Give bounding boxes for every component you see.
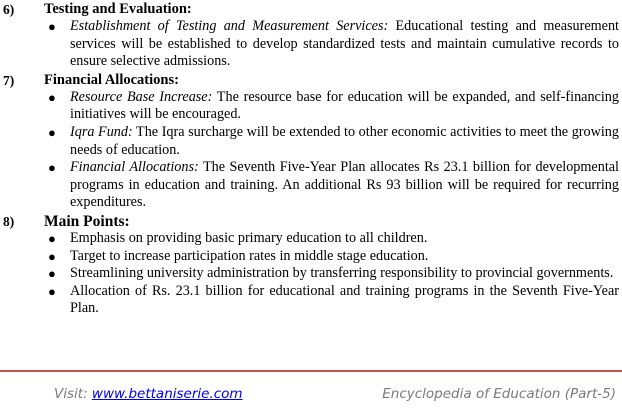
item-term: Iqra Fund: [70, 123, 133, 140]
footer-visit-label: Visit: [54, 386, 92, 402]
section-testing-evaluation [0, 1, 622, 71]
item-text: Streamlining university administration by transferring responsibility to provincial governments. [70, 265, 614, 282]
item-text: The Seventh Five-Year Plan allocates Rs 23.1 billion for developmental programs in education and training. An additional Rs 93 billion will be required for recurring expenditures. [70, 159, 619, 211]
section-heading: Main Points: [44, 212, 130, 230]
website-link[interactable]: www.bettaniserie.com [91, 386, 243, 402]
section-number: 8) [3, 213, 15, 229]
section-heading: Testing and Evaluation: [44, 1, 192, 17]
section-financial-allocations [0, 72, 622, 212]
section-number: 6) [3, 2, 15, 17]
page-footer [0, 370, 622, 411]
item-term: Establishment of Testing and Measurement Services: [70, 18, 389, 34]
list-item [44, 124, 622, 159]
bullet-icon: ● [48, 283, 56, 299]
bullet-list [44, 18, 622, 71]
item-term: Resource Base Increase: [70, 88, 213, 105]
item-text: Emphasis on providing basic primary education to all children. [70, 229, 428, 246]
bullet-icon: ● [48, 124, 56, 140]
section-main-points [0, 213, 622, 318]
list-item [44, 283, 622, 318]
bullet-icon: ● [48, 19, 56, 34]
item-text: The Iqra surcharge will be extended to other economic activities to meet the growing needs of education. [70, 123, 619, 158]
list-item [44, 159, 622, 212]
footer-book-title: Encyclopedia of Education (Part-5) [382, 386, 616, 402]
bullet-icon: ● [48, 89, 56, 105]
bullet-icon: ● [48, 230, 56, 246]
item-text: Target to increase participation rates in middle stage education. [70, 247, 429, 264]
bullet-icon: ● [48, 248, 56, 264]
footer-divider [0, 370, 622, 372]
list-item [44, 265, 622, 283]
item-text: Allocation of Rs. 23.1 billion for educational and training programs in the Seventh Five-Year Plan. [70, 282, 619, 317]
item-text: Educational testing and measurement services will be established to develop standardized tests and maintain cumulative records to ensure selective admissions. [70, 18, 619, 70]
section-number: 7) [3, 72, 15, 88]
bullet-icon: ● [48, 266, 56, 282]
list-item [44, 248, 622, 266]
bullet-list [44, 89, 622, 212]
item-text: The resource base for education will be expanded, and self-financing initiatives will be encouraged. [70, 88, 619, 123]
footer-visit [54, 386, 243, 402]
section-heading: Financial Allocations: [44, 71, 179, 88]
list-item [44, 89, 622, 124]
bullet-icon: ● [48, 160, 56, 176]
list-item [44, 230, 622, 248]
item-term: Financial Allocations: [70, 159, 199, 176]
bullet-list [44, 230, 622, 318]
list-item [44, 18, 622, 71]
